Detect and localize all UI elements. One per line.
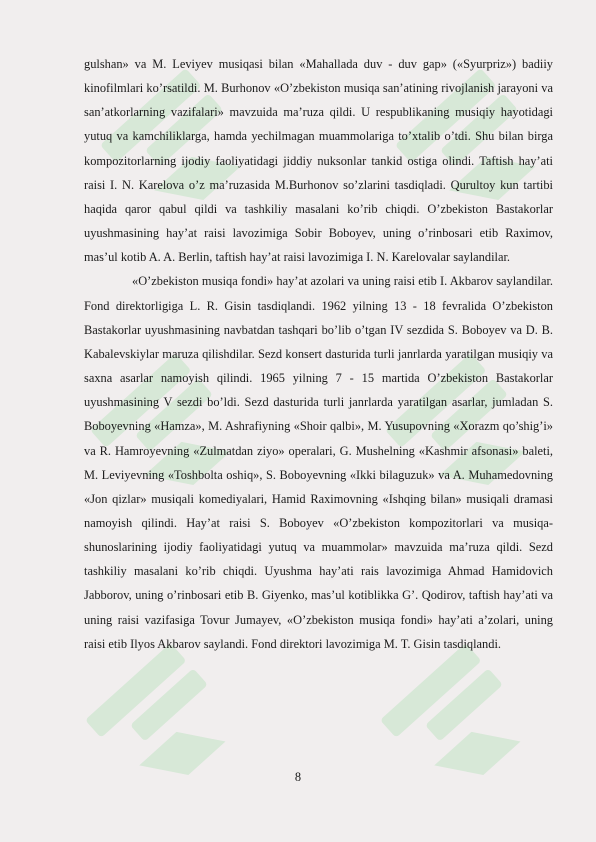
paragraph-2: «O’zbekiston musiqa fondi» hay’at azolari va uning raisi etib I. Akbarov saylandilar. Fond direktorligiga L. R. Gisin tasdiqlandi. 1962 yilning 13 - 18 fevralida O’zbekiston Bastakorlar uyushmasining navbatdan tashqari bo’lib o’tgan IV sezdida S. Boboyev va D. B. Kabalevskiylar maruza qilishdilar. Sezd konsert dasturida turli janrlarda yaratilgan musiqiy va saxna asarlar namoyish qilindi. 1965 yilning 7 - 15 martida O’zbekiston Bastakorlar uyushmasining V sezdi bo’ldi. Sezd dasturida turli janrlarda yaratilgan asarlar, jumladan S. Boboyevning «Hamza», M. Ashrafiyning «Shoir qalbi», M. Yusupovning «Xorazm qo’shig’i» va R. Hamroyevning «Zulmatdan ziyo» operalari, G. Mushelning «Kashmir afsonasi» baleti, M. Leviyevning «Toshbolta oshiq», S. Boboyevning «Ikki bilaguzuk» va A. Muhamedovning «Jon qizlar» musiqali komediyalari, Hamid Raximovning «Ishqing bilan» musiqali dramasi namoyish qilindi. Hay’at raisi S. Boboyev «O’zbekiston kompozitorlari va musiqa-shunoslarining ijodiy faoliyatidagi yutuq va muammolar» mavzuida ma’ruza qildi. Sezd tashkiliy masalani ko’rib chiqdi. Uyushma hay’ati rais lavozimiga Ahmad Hamidovich Jabborov, uning o’rinbosari etib B. Giyenko, mas’ul kotiblikka G’. Qodirov, taftish hay’ati va uning raisi vazifasiga Tovur Jumayev, «O’zbekiston musiqa fondi» hay’ati a’zolari, uning raisi etib Ilyos Akbarov saylandi. Fond direktori lavozimiga M. T. Gisin tasdiqlandi. [84, 274, 553, 651]
body-text [84, 52, 553, 656]
paragraph-1: gulshan» va M. Leviyev musiqasi bilan «Mahallada duv - duv gap» («Syurpriz») badiiy kinofilmlari ko’rsatildi. M. Burhonov «O’zbekiston musiqa san’atining rivojlanish jarayoni va san’atkorlarning vazifalari» mavzuida ma’ruza qildi. U respublikaning musiqiy hayotidagi yutuq va kamchiliklarga, hamda yechilmagan muammolariga to’xtalib o’tdi. Shu bilan birga kompozitorlarning ijodiy faoliyatidagi jiddiy nuksonlar tankid ostiga olindi. Taftish hay’ati raisi I. N. Karelova o’z ma’ruzasida M.Burhonov so’zlarini tasdiqladi. Qurultoy kun tartibi haqida qaror qabul qildi va tashkiliy masalani ko’rib chiqdi. O’zbekiston Bastakorlar uyushmasining hay’at raisi lavozimiga Sobir Boboyev, uning o’rinbosari etib Raximov, mas’ul kotib A. A. Berlin, taftish hay’at raisi lavozimiga I. N. Karelovalar saylandilar. [84, 57, 553, 265]
page-number: 8 [294, 770, 302, 784]
